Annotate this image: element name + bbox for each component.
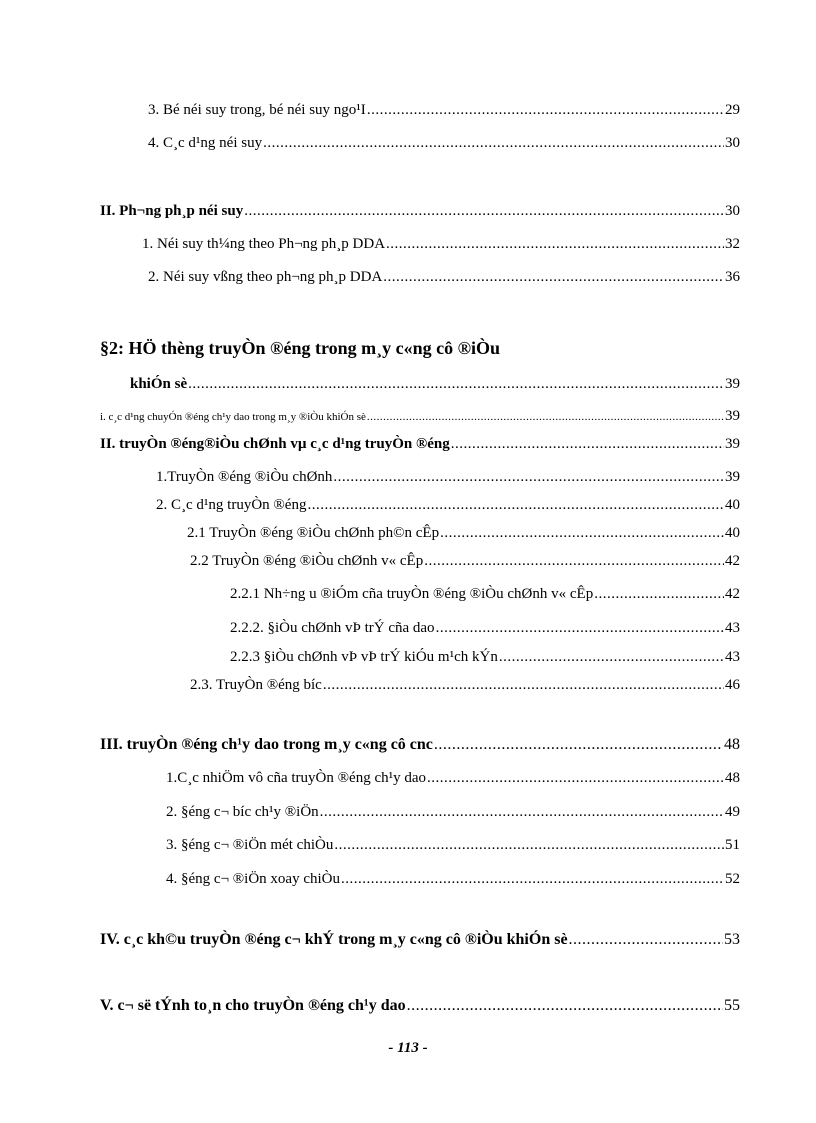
toc-entry-title: II. Ph¬ng ph¸p néi suy — [100, 203, 244, 219]
toc-entry — [100, 201, 740, 221]
toc-entry-page: 39 — [725, 376, 740, 392]
toc-entry — [230, 618, 740, 638]
toc-entry-page: 43 — [725, 620, 740, 636]
toc-entry-page: 53 — [724, 931, 740, 948]
toc-entry-page: 36 — [725, 269, 740, 285]
toc-entry — [166, 869, 740, 889]
toc-entry — [230, 584, 740, 604]
toc-entry-title: 2.2.1 Nh÷ng u ®iÓm cña truyÒn ®éng ®iÒu chØnh v« cÊp — [230, 586, 594, 602]
toc-entry — [100, 930, 740, 950]
toc-entry — [130, 374, 740, 394]
toc-entry-title: IV. c¸c kh©u truyÒn ®éng c¬ khÝ trong m¸y c«ng cô ®iÒu khiÓn sè — [100, 931, 568, 948]
toc-entry-title: i. c¸c d¹ng chuyÓn ®éng ch¹y dao trong m¸y ®iÒu khiÓn sè — [100, 411, 366, 423]
toc-entry — [100, 735, 740, 755]
toc-entry-title: 2.2.2. §iÒu chØnh vÞ trÝ cña dao — [230, 620, 435, 636]
toc-entry — [156, 495, 740, 515]
toc-entry-page: 42 — [725, 586, 740, 602]
toc-entry-title: 2.3. TruyÒn ®éng bíc — [190, 677, 322, 693]
toc-entry — [148, 100, 740, 120]
toc-entry-title: 1.C¸c nhiÖm vô cña truyÒn ®éng ch¹y dao — [166, 770, 427, 786]
toc-entry-title: 3. §éng c¬ ®iÖn mét chiÒu — [166, 837, 334, 853]
toc-entry-page: 40 — [725, 525, 740, 541]
toc-entry-title: 2. C¸c d¹ng truyÒn ®éng — [156, 497, 307, 513]
toc-entry-title: 4. §éng c¬ ®iÖn xoay chiÒu — [166, 871, 340, 887]
toc-entry-page: 29 — [725, 102, 740, 118]
toc-entry-title: 2.2 TruyÒn ®éng ®iÒu chØnh v« cÊp — [190, 553, 424, 569]
toc-entry-page: 30 — [725, 135, 740, 151]
toc-entry — [190, 675, 740, 695]
toc-entry-page: 55 — [724, 997, 740, 1014]
toc-entry-page: 42 — [725, 553, 740, 569]
toc-entry — [156, 467, 740, 487]
toc-entry-page: 32 — [725, 236, 740, 252]
toc-entry-page: 51 — [725, 837, 740, 853]
toc-entry-page: 40 — [725, 497, 740, 513]
toc-entry-title: III. truyÒn ®éng ch¹y dao trong m¸y c«ng cô cnc — [100, 736, 433, 753]
toc-entry — [166, 802, 740, 822]
toc-entry — [230, 647, 740, 667]
toc-entry-title: 2.2.3 §iÒu chØnh vÞ vÞ trÝ kiÓu m¹ch kÝn — [230, 649, 498, 665]
toc-entry — [100, 434, 740, 454]
toc-entry-page: 46 — [725, 677, 740, 693]
toc-entry-title: 1. Néi suy th¼ng theo Ph¬ng ph¸p DDA — [142, 236, 386, 252]
page-number: - 113 - — [388, 1040, 428, 1056]
toc-entry — [100, 406, 740, 427]
toc-entry — [148, 267, 740, 287]
toc-entry-page: 39 — [725, 408, 740, 424]
toc-entry-title: 3. Bé néi suy trong, bé néi suy ngo¹I — [148, 102, 366, 118]
toc-entry — [166, 768, 740, 788]
toc-entry-page: 48 — [724, 736, 740, 753]
toc-entry — [190, 551, 740, 571]
toc-entry-title: khiÓn sè — [130, 376, 188, 392]
toc-entry-page: 43 — [725, 649, 740, 665]
toc-entry-page: 49 — [725, 804, 740, 820]
toc-entry-page: 52 — [725, 871, 740, 887]
toc-entry-page: 39 — [725, 436, 740, 452]
toc-entry-title: 2. §éng c¬ bíc ch¹y ®iÖn — [166, 804, 319, 820]
toc-entry-title: II. truyÒn ®éng®iÒu chØnh vµ c¸c d¹ng truyÒn ®éng — [100, 436, 450, 452]
toc-entry — [100, 996, 740, 1016]
toc-entry-title: 1.TruyÒn ®éng ®iÒu chØnh — [156, 469, 333, 485]
toc-entry-page: 39 — [725, 469, 740, 485]
toc-entry-title: 2. Néi suy vßng theo ph¬ng ph¸p DDA — [148, 269, 383, 285]
toc-entry-title: 4. C¸c d¹ng néi suy — [148, 135, 263, 151]
toc-entry-title: V. c¬ së tÝnh to¸n cho truyÒn ®éng ch¹y dao — [100, 997, 406, 1014]
toc-entry — [187, 523, 740, 543]
toc-entry — [166, 835, 740, 855]
toc-entry-title: 2.1 TruyÒn ®éng ®iÒu chØnh ph©n cÊp — [187, 525, 440, 541]
toc-entry — [148, 133, 740, 153]
toc-entry-page: 48 — [725, 770, 740, 786]
toc-entry — [142, 234, 740, 254]
section-heading: §2: HÖ thèng truyÒn ®éng trong m¸y c«ng cô ®iÒu — [100, 338, 501, 358]
toc-entry-page: 30 — [725, 203, 740, 219]
